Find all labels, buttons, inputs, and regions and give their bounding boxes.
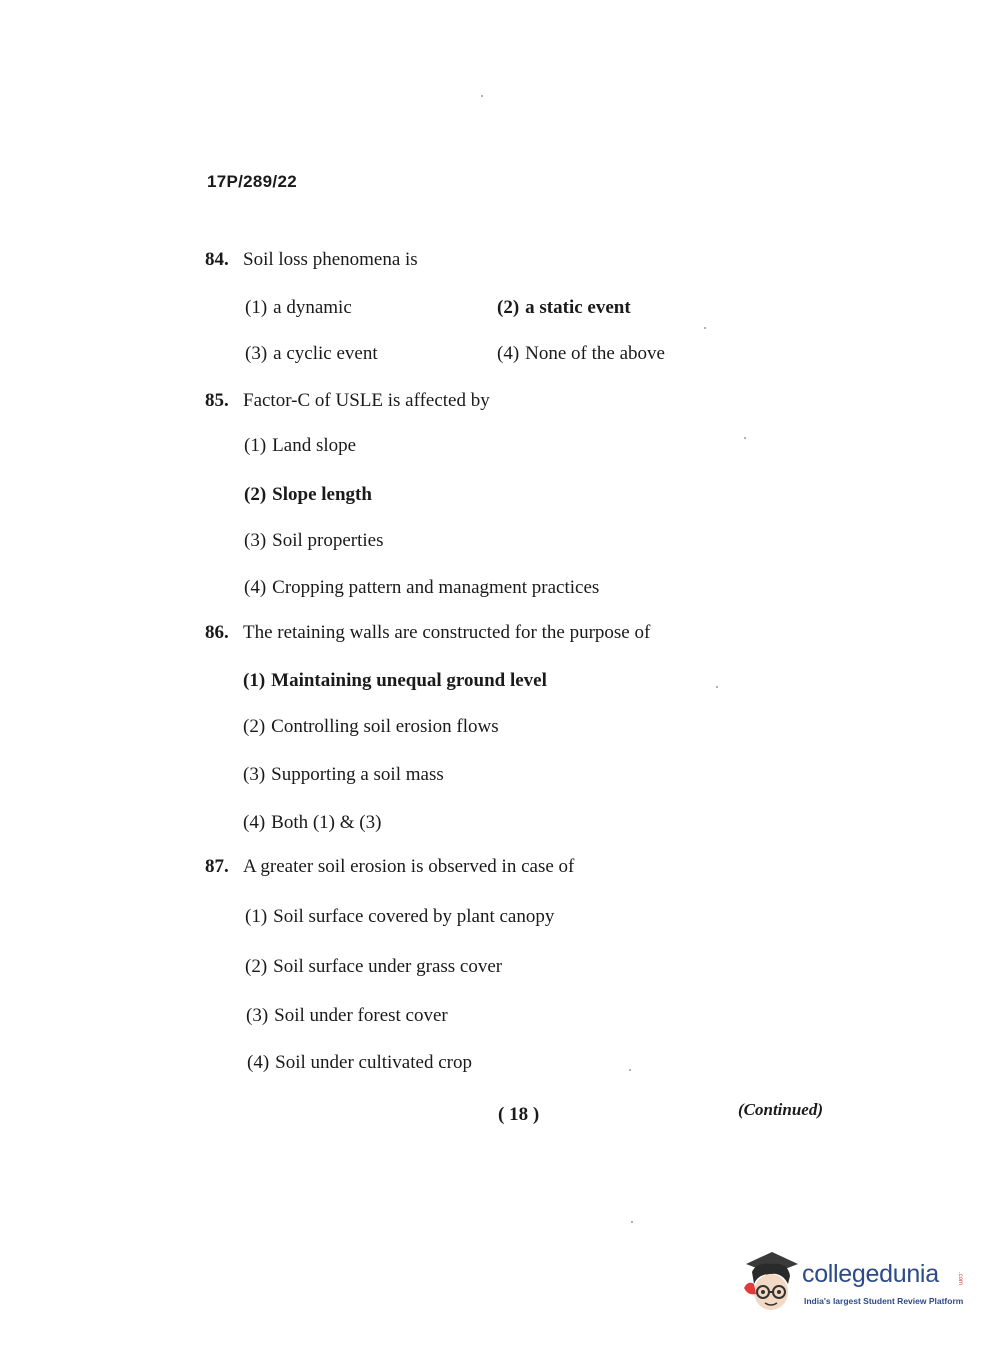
option-84-2	[497, 297, 631, 319]
option-text: Soil under cultivated crop	[275, 1052, 472, 1073]
brand-domain: .com	[957, 1272, 963, 1286]
option-87-3	[246, 1005, 448, 1027]
scan-speck	[481, 95, 483, 97]
option-text: Slope length	[272, 484, 372, 505]
option-85-4	[244, 577, 599, 599]
option-84-3	[245, 343, 378, 365]
option-text: Soil surface under grass cover	[273, 956, 503, 977]
option-text: Maintaining unequal ground level	[271, 670, 547, 691]
scan-speck	[744, 437, 746, 439]
question-text: Soil loss phenomena is	[243, 249, 418, 270]
option-number: (1)	[243, 670, 266, 691]
option-text: Soil properties	[272, 530, 384, 551]
option-text: Soil surface covered by plant canopy	[273, 906, 555, 927]
option-text: a dynamic	[273, 297, 352, 318]
question-number: 87.	[205, 856, 229, 877]
scan-speck	[704, 327, 706, 329]
question-text: A greater soil erosion is observed in case of	[243, 856, 575, 877]
option-85-3	[244, 530, 384, 552]
option-87-1	[245, 906, 554, 928]
question-86	[205, 622, 650, 644]
scan-speck	[716, 686, 718, 688]
option-number: (3)	[246, 1005, 269, 1026]
option-number: (4)	[497, 343, 520, 364]
question-84	[205, 249, 418, 271]
question-85	[205, 390, 490, 412]
option-text: a cyclic event	[273, 343, 378, 364]
option-text: Cropping pattern and managment practices	[272, 577, 600, 598]
option-number: (2)	[245, 956, 268, 977]
question-number: 86.	[205, 622, 229, 643]
option-number: (4)	[244, 577, 267, 598]
option-text: Soil under forest cover	[274, 1005, 448, 1026]
option-text: Controlling soil erosion flows	[271, 716, 499, 737]
option-number: (1)	[244, 435, 267, 456]
question-number: 84.	[205, 249, 229, 270]
option-84-4	[497, 343, 665, 365]
paper-code: 17P/289/22	[207, 172, 297, 191]
option-87-2	[245, 956, 502, 978]
option-text: Land slope	[272, 435, 357, 456]
question-number: 85.	[205, 390, 229, 411]
option-86-3	[243, 764, 444, 786]
option-text: None of the above	[525, 343, 665, 364]
option-text: Both (1) & (3)	[271, 812, 382, 833]
mascot-icon	[742, 1250, 800, 1314]
brand-tagline: India's largest Student Review Platform	[804, 1296, 964, 1306]
option-number: (4)	[247, 1052, 270, 1073]
option-text: Supporting a soil mass	[271, 764, 444, 785]
continued-label: (Continued)	[738, 1100, 824, 1119]
option-87-4	[247, 1052, 472, 1074]
question-text: Factor-C of USLE is affected by	[243, 390, 490, 411]
option-86-4	[243, 812, 381, 834]
option-85-1	[244, 435, 356, 457]
question-87	[205, 856, 574, 878]
question-text: The retaining walls are constructed for the purpose of	[243, 622, 651, 643]
option-number: (2)	[243, 716, 266, 737]
option-number: (2)	[244, 484, 267, 505]
collegedunia-watermark	[742, 1250, 972, 1320]
option-85-2	[244, 484, 372, 506]
scan-speck	[629, 1069, 631, 1071]
option-number: (3)	[245, 343, 268, 364]
option-86-1	[243, 670, 547, 692]
option-text: a static event	[525, 297, 631, 318]
option-number: (1)	[245, 906, 268, 927]
option-number: (3)	[243, 764, 266, 785]
option-number: (2)	[497, 297, 520, 318]
option-number: (3)	[244, 530, 267, 551]
option-number: (1)	[245, 297, 268, 318]
option-number: (4)	[243, 812, 266, 833]
option-84-1	[245, 297, 352, 319]
page-number: ( 18 )	[498, 1104, 540, 1125]
scan-speck	[631, 1221, 633, 1223]
option-86-2	[243, 716, 499, 738]
brand-name: collegedunia	[802, 1260, 939, 1288]
